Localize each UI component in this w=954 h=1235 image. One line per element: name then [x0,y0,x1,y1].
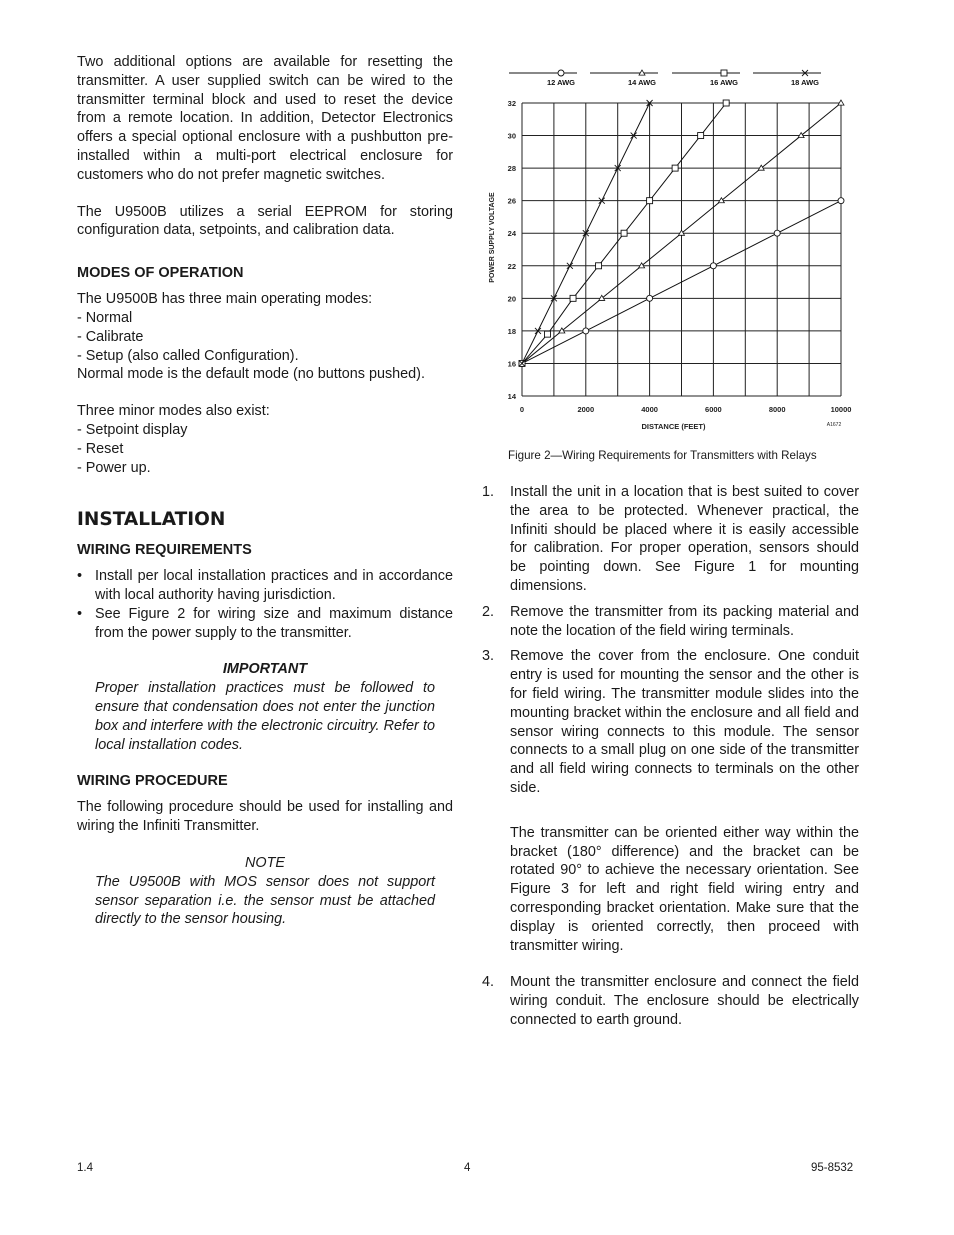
data-point [723,100,729,106]
x-tick-label: 2000 [577,405,595,414]
step-text: Install the unit in a location that is best suited to cover the area to be protected. Whenever practical, the Infiniti should be placed where it is easily accessible for calibration. For proper operation, sensors should be pointing down. See Figure 1 for mounting dimensions. [510,484,859,594]
intro-paragraph-1: Two additional options are available for resetting the transmitter. A user supplied switch can be wired to the transmitter terminal block and used to reset the device from a remote location. In addition, Detector Electronics offers a special optional enclosure with a pushbutton pre-installed within a multi-port electrical enclosure for customers who do not prefer magnetic switches. [77,54,453,183]
y-tick-label: 32 [507,99,516,108]
wiring-procedure-text: The following procedure should be used for installing and wiring the Infiniti Transmitter. [77,799,453,835]
modes-heading: MODES OF OPERATION [77,265,244,282]
important-heading: IMPORTANT [222,661,308,678]
modes-item: - Calibrate [77,328,144,345]
step-item [482,647,859,797]
x-axis-label: DISTANCE (FEET) [641,422,706,431]
data-point [774,230,780,236]
modes-default: Normal mode is the default mode (no buttons pushed). [77,366,425,383]
figure-caption: Figure 2—Wiring Requirements for Transmitters with Relays [508,449,817,462]
footer-revision: 1.4 [77,1162,93,1174]
step-number: 2. [482,603,495,620]
data-point [710,263,716,269]
data-point [647,198,653,204]
data-point [672,165,678,171]
y-axis-label: POWER SUPPLY VOLTAGE [489,192,496,283]
wiring-requirements-heading: WIRING REQUIREMENTS [77,542,252,559]
x-tick-label: 8000 [768,405,786,414]
minor-mode-item: - Setpoint display [77,421,188,438]
legend-marker [721,70,727,76]
step-text: Remove the transmitter from its packing material and note the location of the field wiring terminals. [510,603,859,639]
intro-paragraph-2: The U9500B utilizes a serial EEPROM for storing configuration data, setpoints, and calibration data. [77,203,453,239]
important-text: Proper installation practices must be followed to ensure that condensation does not enter the junction box and interfere with the electronic circuitry. Refer to local installation codes. [95,680,435,753]
bullet-mark: • [77,568,83,585]
x-tick-label: 6000 [705,405,722,414]
installation-heading: INSTALLATION [77,509,226,531]
modes-item: - Normal [77,309,133,326]
y-tick-label: 14 [507,392,516,401]
step-continuation [482,824,859,956]
data-point [647,295,653,301]
wiring-bullet [77,605,453,643]
step-number: 3. [482,648,495,665]
modes-item: - Setup (also called Configuration). [77,347,299,364]
legend-marker [558,70,564,76]
step-3-paragraph: The transmitter can be oriented either way within the bracket (180° difference) and the bracket can be rotated 90° to achieve the necessary orientation. See Figure 3 for left and right field wiring entry and corresponding bracket orientation. Make sure that the display is oriented correctly, then proceed with transmitter wiring. [510,824,859,954]
note-heading: NOTE [245,854,285,871]
step-number: 4. [482,974,495,991]
bullet-text: See Figure 2 for wiring size and maximum distance from the power supply to the transmitter. [95,605,453,641]
step-number: 1. [482,484,495,500]
footer-page-number: 4 [464,1162,471,1174]
legend-label: 18 AWG [790,78,820,87]
wiring-procedure-heading: WIRING PROCEDURE [77,773,228,790]
minor-mode-item: - Power up. [77,459,151,476]
left-column [77,53,453,929]
y-tick-label: 26 [507,196,516,206]
data-point [545,331,551,337]
x-tick-label: 0 [519,405,525,414]
y-tick-label: 28 [507,164,516,174]
note-text: The U9500B with MOS sensor does not support sensor separation i.e. the sensor must be attached directly to the sensor housing. [95,873,435,928]
minor-modes-intro: Three minor modes also exist: [77,403,270,420]
figure-code: A1672 [826,422,842,428]
wiring-requirements-chart [482,62,862,440]
legend-label: 14 AWG [627,78,657,87]
data-point [596,263,602,269]
data-point [570,295,576,301]
y-tick-label: 16 [507,359,516,369]
minor-mode-item: - Reset [77,440,124,457]
x-tick-label: 4000 [641,405,658,414]
data-point [621,230,627,236]
data-point [698,133,704,139]
data-point [838,198,844,204]
y-tick-label: 30 [507,131,516,141]
bullet-text: Install per local installation practices and in accordance with local authority having jurisdiction. [95,568,453,603]
right-column [482,483,859,1030]
y-tick-label: 24 [507,229,516,239]
step-text: Mount the transmitter enclosure and connect the field wiring conduit. The enclosure should be electrically connected to earth ground. [510,974,859,1028]
legend-label: 12 AWG [546,78,576,87]
y-tick-label: 18 [507,326,516,336]
x-tick-label: 10000 [830,405,852,414]
step-item [482,973,859,1029]
data-point [583,328,589,334]
y-tick-label: 20 [507,294,516,304]
bullet-mark: • [77,605,83,622]
legend-label: 16 AWG [709,78,739,87]
step-text: Remove the cover from the enclosure. One conduit entry is used for mounting the sensor and the other is for field wiring. The transmitter module slides into the mounting bracket within the enclosure and all field and sensor wiring connects to this module. The sensor connects to a small plug on one side of the transmitter and all field wiring connects to terminals on the other side. [510,648,859,796]
y-tick-label: 22 [507,261,516,271]
step-item [482,483,859,596]
modes-intro: The U9500B has three main operating modes: [77,291,373,308]
step-item [482,603,859,641]
wiring-bullet [77,567,453,605]
footer-document-number: 95-8532 [811,1162,854,1174]
